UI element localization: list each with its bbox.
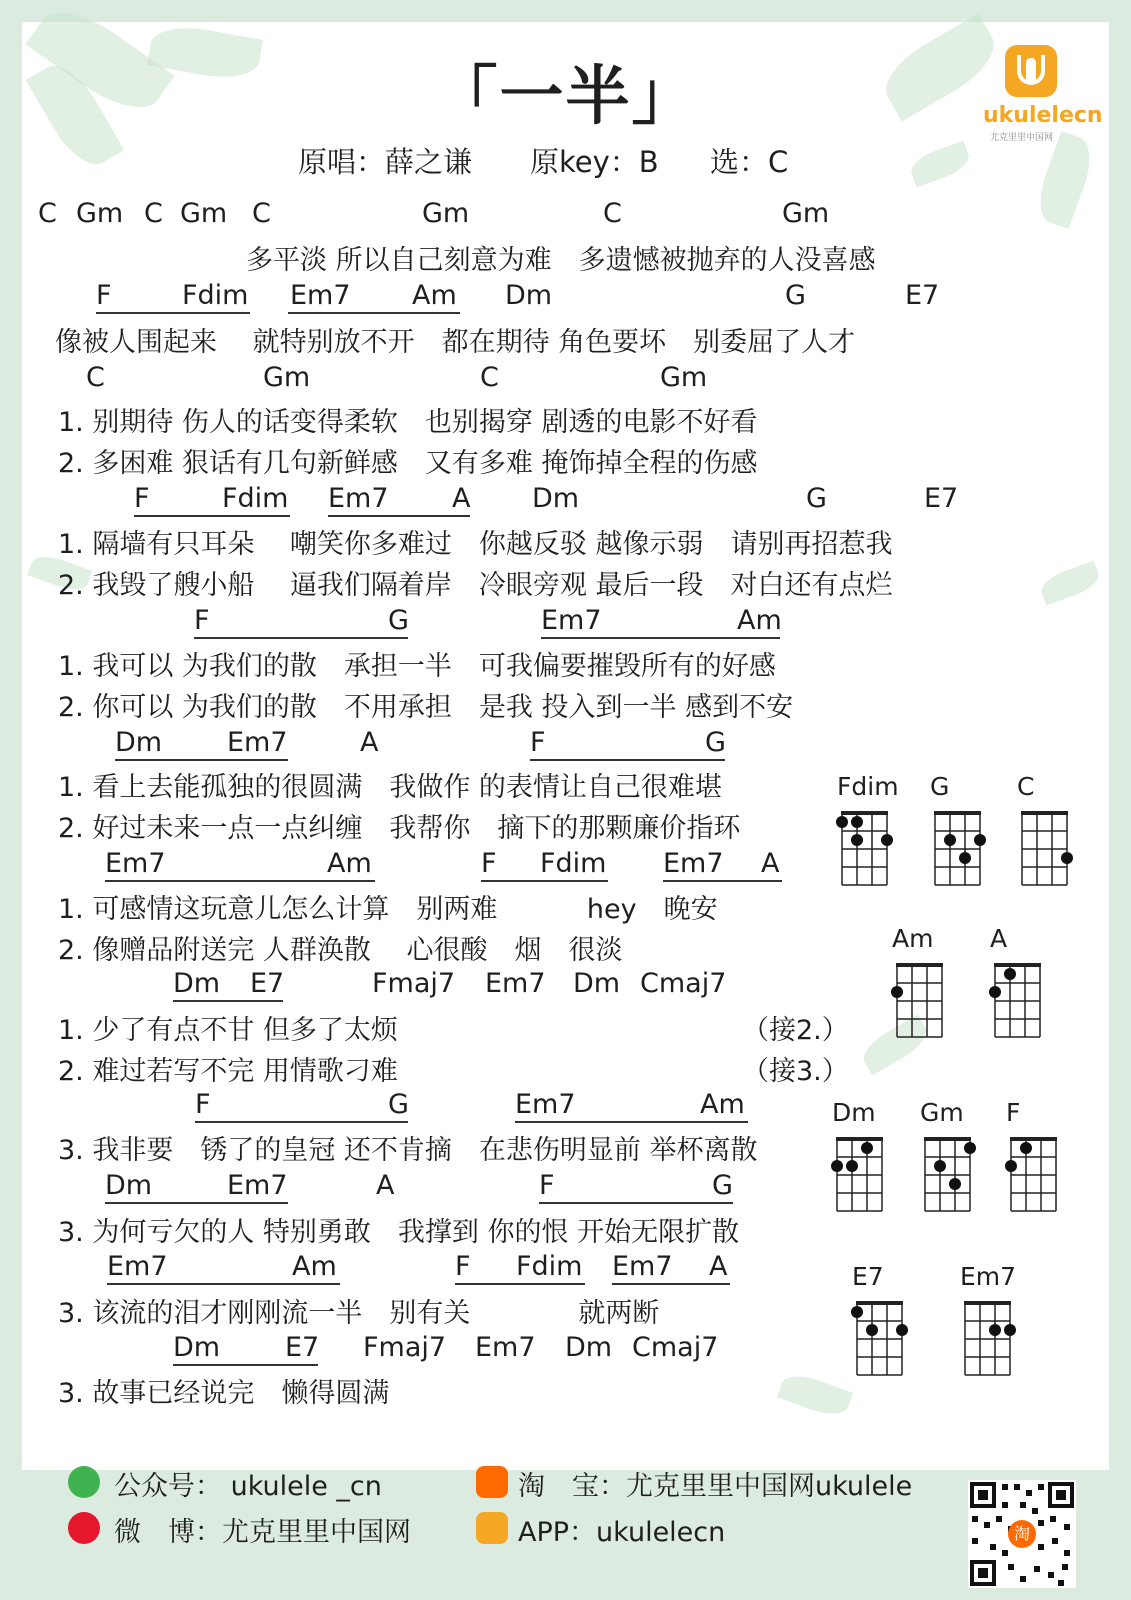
lyric-line: 1. 少了有点不甘 但多了太烦 <box>58 1015 398 1046</box>
chord-label: Cmaj7 <box>640 968 727 999</box>
lyric-line: 3. 该流的泪才刚刚流一半 别有关 就两断 <box>58 1298 660 1329</box>
chord-label: Dm <box>565 1332 613 1363</box>
lyric-line: 3. 为何亏欠的人 特别勇敢 我撑到 你的恨 开始无限扩散 <box>58 1217 740 1248</box>
chord-diagram-name: C <box>1017 772 1035 801</box>
chord-label: Fmaj7 <box>372 968 456 999</box>
chord-label: G <box>388 1089 409 1120</box>
finger-dot <box>1004 1324 1016 1336</box>
lyric-line: 像被人围起来 就特别放不开 都在期待 角色要坏 别委屈了人才 <box>55 327 856 358</box>
fretboard-grid <box>988 962 1047 1042</box>
chord-label: E7 <box>905 280 940 311</box>
chord-label: A <box>761 848 780 879</box>
chord-diagram-name: G <box>930 772 950 801</box>
chord-label: Fmaj7 <box>363 1332 447 1363</box>
finger-dot <box>1061 852 1073 864</box>
lyric-line: 1. 别期待 伤人的话变得柔软 也别揭穿 剧透的电影不好看 <box>58 407 758 438</box>
lyric-line: （接2.） <box>742 1015 849 1046</box>
chord-label: E7 <box>250 968 285 999</box>
finger-dot <box>846 1160 858 1172</box>
chord-underline <box>134 515 290 517</box>
wechat-account: 公众号： ukulele _cn <box>114 1471 382 1502</box>
qr-taobao-badge: 淘 <box>1008 1520 1036 1548</box>
chord-label: Gm <box>76 198 124 229</box>
chord-label: Em7 <box>485 968 546 999</box>
chord-label: Am <box>412 280 457 311</box>
chord-label: Em7 <box>541 605 602 636</box>
finger-dot <box>1005 1160 1017 1172</box>
finger-dot <box>1020 1142 1032 1154</box>
chord-label: E7 <box>924 483 959 514</box>
chord-label: C <box>38 198 57 229</box>
lyric-line: 3. 故事已经说完 懒得圆满 <box>58 1378 390 1409</box>
chord-underline <box>194 637 408 639</box>
original-key: 原key：B <box>530 145 659 179</box>
chord-label: Em7 <box>475 1332 536 1363</box>
chord-label: G <box>388 605 409 636</box>
chord-underline <box>173 1000 283 1002</box>
lyric-line: 1. 我可以 为我们的散 承担一半 可我偏要摧毁所有的好感 <box>58 651 776 682</box>
chord-underline <box>612 1283 730 1285</box>
chord-underline <box>515 1121 748 1123</box>
chord-label: Em7 <box>107 1251 168 1282</box>
chord-label: Dm <box>532 483 580 514</box>
chord-label: Cmaj7 <box>632 1332 719 1363</box>
chord-underline <box>455 1283 585 1285</box>
lyric-line: 2. 难过若写不完 用情歌刁难 <box>58 1056 398 1087</box>
chord-label: A <box>709 1251 728 1282</box>
chord-label: C <box>480 362 499 393</box>
chord-label: F <box>530 727 546 758</box>
chord-underline <box>107 1283 340 1285</box>
fretboard-grid <box>1015 810 1074 890</box>
song-title: 「一半」 <box>433 60 698 134</box>
chord-underline <box>195 1121 408 1123</box>
logo-text: ukulelecn <box>983 103 1103 128</box>
finger-dot <box>964 1142 976 1154</box>
chord-label: Dm <box>573 968 621 999</box>
finger-dot <box>949 1178 961 1190</box>
chord-label: Gm <box>782 198 830 229</box>
chord-label: F <box>455 1251 471 1282</box>
lyric-line: 3. 我非要 锈了的皇冠 还不肯摘 在悲伤明显前 举杯离散 <box>58 1135 758 1166</box>
chord-underline <box>115 759 288 761</box>
finger-dot <box>891 986 903 998</box>
chord-label: Am <box>327 848 372 879</box>
chord-label: C <box>86 362 105 393</box>
chord-label: Dm <box>105 1170 153 1201</box>
chord-underline <box>105 880 375 882</box>
lyric-line: 1. 看上去能孤独的很圆满 我做作 的表情让自己很难堪 <box>58 772 722 803</box>
chord-label: C <box>603 198 622 229</box>
chord-label: E7 <box>285 1332 320 1363</box>
chord-label: Gm <box>660 362 708 393</box>
weibo-icon[interactable] <box>68 1512 100 1544</box>
chord-diagram-name: E7 <box>852 1262 884 1291</box>
chord-label: Dm <box>505 280 553 311</box>
chord-underline <box>481 880 608 882</box>
taobao-store: 淘 宝：尤克里里中国网ukulele <box>518 1471 913 1502</box>
lyric-line: 1. 隔墙有只耳朵 嘲笑你多难过 你越反驳 越像示弱 请别再招惹我 <box>58 529 893 560</box>
finger-dot <box>934 1160 946 1172</box>
chord-diagram-name: A <box>990 924 1008 953</box>
chord-underline <box>663 880 782 882</box>
chord-label: Em7 <box>105 848 166 879</box>
lyric-line: 1. 可感情这玩意儿怎么计算 别两难 hey 晚安 <box>58 894 718 925</box>
chord-underline <box>105 1202 288 1204</box>
lyric-line: 2. 像赠品附送完 人群涣散 心很酸 烟 很淡 <box>58 935 623 966</box>
chord-label: Em7 <box>663 848 724 879</box>
chord-underline <box>541 637 780 639</box>
chord-diagram-name: F <box>1006 1098 1021 1127</box>
finger-dot <box>836 816 848 828</box>
chord-label: Am <box>737 605 782 636</box>
chord-label: Dm <box>173 1332 221 1363</box>
chord-label: Gm <box>263 362 311 393</box>
chord-diagram-name: Am <box>892 924 934 953</box>
chord-label: F <box>194 605 210 636</box>
app-name: APP：ukulelecn <box>518 1517 726 1548</box>
weibo-account: 微 博：尤克里里中国网 <box>114 1517 411 1548</box>
finger-dot <box>959 852 971 864</box>
finger-dot <box>851 1306 863 1318</box>
chord-label: F <box>539 1170 555 1201</box>
chord-label: Fdim <box>182 280 249 311</box>
lyric-line: 2. 好过未来一点一点纠缠 我帮你 摘下的那颗廉价指环 <box>58 813 741 844</box>
lyric-line: 多平淡 所以自己刻意为难 多遗憾被抛弃的人没喜感 <box>246 245 876 276</box>
lyric-line: 2. 多困难 狠话有几句新鲜感 又有多难 掩饰掉全程的伤感 <box>58 448 758 479</box>
ukulelecn-logo[interactable] <box>1005 45 1057 97</box>
chord-label: Em7 <box>328 483 389 514</box>
chord-label: G <box>806 483 827 514</box>
chord-label: C <box>252 198 271 229</box>
taobao-icon[interactable] <box>476 1466 508 1498</box>
fretboard-grid <box>928 810 987 890</box>
finger-dot <box>861 1142 873 1154</box>
chord-label: Gm <box>180 198 228 229</box>
finger-dot <box>989 1324 1001 1336</box>
chord-label: Em7 <box>612 1251 673 1282</box>
chord-label: F <box>134 483 150 514</box>
chord-label: Gm <box>422 198 470 229</box>
chord-label: A <box>452 483 471 514</box>
finger-dot <box>831 1160 843 1172</box>
fretboard-grid <box>958 1300 1017 1380</box>
chord-underline <box>173 1364 318 1366</box>
chord-label: C <box>144 198 163 229</box>
chord-label: Em7 <box>290 280 351 311</box>
chord-label: Am <box>700 1089 745 1120</box>
chord-label: F <box>481 848 497 879</box>
chord-label: A <box>376 1170 395 1201</box>
fretboard-grid <box>1004 1136 1063 1216</box>
chord-label: Fdim <box>222 483 289 514</box>
chord-diagram-name: Dm <box>832 1098 876 1127</box>
qr-code[interactable] <box>968 1480 1076 1588</box>
fretboard-grid <box>918 1136 977 1216</box>
chosen-key: 选：C <box>710 145 789 179</box>
chord-underline <box>328 515 470 517</box>
chord-underline <box>288 312 460 314</box>
finger-dot <box>896 1324 908 1336</box>
chord-underline <box>539 1202 733 1204</box>
chord-label: Em7 <box>227 1170 288 1201</box>
chord-label: G <box>705 727 726 758</box>
chord-label: Dm <box>115 727 163 758</box>
fretboard-grid <box>850 1300 909 1380</box>
fretboard-grid <box>890 962 949 1042</box>
chord-label: Am <box>292 1251 337 1282</box>
finger-dot <box>1004 968 1016 980</box>
original-singer: 原唱：薛之谦 <box>298 145 473 179</box>
chord-underline <box>530 759 725 761</box>
chord-underline <box>96 312 250 314</box>
chord-diagram-name: Em7 <box>960 1262 1017 1291</box>
chord-diagram-name: Gm <box>920 1098 964 1127</box>
app-icon[interactable] <box>476 1512 508 1544</box>
chord-label: G <box>712 1170 733 1201</box>
chord-diagram-name: Fdim <box>837 772 899 801</box>
chord-label: Fdim <box>540 848 607 879</box>
finger-dot <box>851 834 863 846</box>
chord-label: Em7 <box>227 727 288 758</box>
chord-label: F <box>96 280 112 311</box>
fretboard-grid <box>835 810 894 890</box>
logo-subtext: 尤克里里中国网 <box>990 133 1054 143</box>
wechat-icon[interactable] <box>68 1466 100 1498</box>
chord-label: Dm <box>173 968 221 999</box>
finger-dot <box>881 834 893 846</box>
finger-dot <box>974 834 986 846</box>
chord-label: F <box>195 1089 211 1120</box>
chord-label: A <box>360 727 379 758</box>
fretboard-grid <box>830 1136 889 1216</box>
finger-dot <box>866 1324 878 1336</box>
lyric-line: （接3.） <box>742 1056 849 1087</box>
chord-label: Em7 <box>515 1089 576 1120</box>
finger-dot <box>944 834 956 846</box>
lyric-line: 2. 你可以 为我们的散 不用承担 是我 投入到一半 感到不安 <box>58 692 794 723</box>
lyric-line: 2. 我毁了艘小船 逼我们隔着岸 冷眼旁观 最后一段 对白还有点烂 <box>58 570 893 601</box>
ukulele-body-icon <box>1026 58 1036 84</box>
finger-dot <box>989 986 1001 998</box>
finger-dot <box>851 816 863 828</box>
chord-label: Fdim <box>516 1251 583 1282</box>
chord-label: G <box>785 280 806 311</box>
